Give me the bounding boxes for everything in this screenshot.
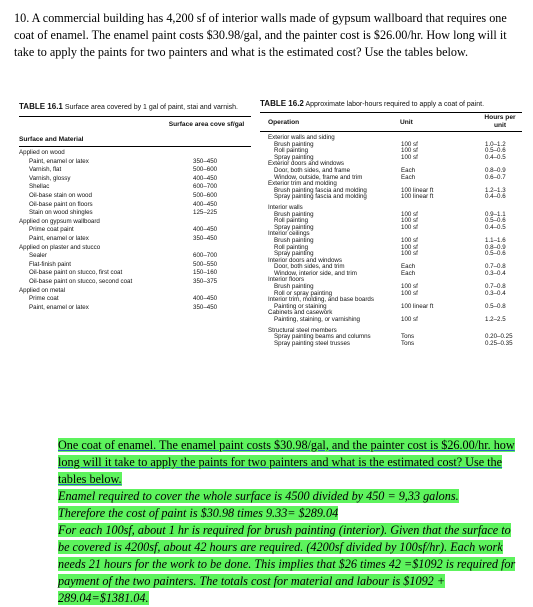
table-row (260, 257, 522, 264)
operation-cell: Brush painting fascia and molding (274, 186, 367, 194)
material-cell: Paint, enamel or latex (29, 234, 89, 242)
table-row (19, 209, 251, 218)
material-cell: Applied on wood (19, 149, 65, 156)
table-row (19, 166, 251, 175)
table-row (260, 290, 522, 297)
table-row (19, 149, 251, 158)
table-row (260, 309, 522, 316)
material-cell: Oil-base stain on wood (29, 191, 92, 199)
table-row (19, 278, 251, 287)
material-cell: Prime coat (29, 295, 59, 303)
operation-cell: Cabinets and casework (268, 309, 333, 317)
hours-cell: 0.3–0.4 (485, 289, 506, 297)
col-header-material: Surface and Material (19, 135, 84, 143)
operation-cell: Spray painting (274, 223, 314, 231)
operation-cell: Interior floors (268, 276, 305, 284)
table-row (260, 237, 522, 244)
unit-cell: 100 sf (401, 283, 418, 291)
table-row (260, 167, 522, 174)
material-cell: Paint, enamel or latex (29, 303, 89, 311)
material-cell: Prime coat paint (29, 226, 74, 234)
table-row (19, 295, 251, 304)
coverage-cell: 150–160 (193, 269, 218, 277)
table-row (260, 211, 522, 218)
operation-cell: Roll or spray painting (274, 289, 333, 297)
hours-cell: 0.9–1.1 (485, 210, 506, 218)
table-row (19, 304, 251, 313)
coverage-cell: 400–450 (193, 174, 218, 182)
unit-cell: 100 sf (401, 243, 418, 251)
table-row (260, 187, 522, 194)
unit-cell: 100 sf (401, 147, 418, 155)
hours-cell: 1.0–1.2 (485, 140, 506, 148)
coverage-table-caption (19, 102, 251, 112)
operation-cell: Spray painting steel trusses (274, 339, 351, 347)
table-row (19, 252, 251, 261)
unit-cell: Tons (401, 333, 415, 341)
operation-cell: Spray painting beams and columns (274, 333, 371, 341)
hours-cell: 1.2–2.5 (485, 316, 506, 324)
table-row (19, 235, 251, 244)
material-cell: Stain on wood shingles (29, 209, 93, 217)
coverage-cell: 600–700 (193, 252, 218, 260)
operation-cell: Brush painting (274, 210, 314, 218)
coverage-table-label: TABLE 16.1 (19, 102, 63, 111)
coverage-cell: 350–450 (193, 157, 218, 165)
question-text: 10. A commercial building has 4,200 sf of interior walls made of gypsum wallboard that requires one coat of enamel. The enamel paint costs $30.98/gal, and the painter cost is $26.00/hr. How long will it take to apply the paints for two painters and what is the estimated cost? Use the tables below. (14, 11, 507, 59)
operation-cell: Structural steel members (268, 326, 337, 334)
material-cell: Paint, enamel or latex (29, 157, 89, 165)
answer-block (58, 437, 522, 607)
hours-cell: 0.20–0.25 (485, 333, 513, 341)
operation-cell: Interior doors and windows (268, 256, 342, 264)
answer-line-paint-quantity: Enamel required to cover the whole surface is 4500 divided by 450 = 9,33 galons. (58, 489, 459, 503)
hours-cell: 0.5–0.8 (485, 302, 506, 310)
unit-cell: 100 linear ft (401, 302, 434, 310)
operation-cell: Spray painting (274, 250, 314, 258)
table-row (19, 244, 251, 253)
table-row (260, 276, 522, 283)
hours-cell: 0.6–0.7 (485, 173, 506, 181)
table-row (260, 180, 522, 187)
operation-cell: Exterior trim and molding (268, 180, 337, 188)
col-header-coverage: Surface area cove sf/gal (168, 121, 245, 128)
table-row (19, 269, 251, 278)
coverage-table-body (19, 146, 251, 312)
answer-line-labor-cost: For each 100sf, about 1 hr is required for brush painting (interior). Given that the surface to be covered is 4200sf, about 42 hours are required. (4200sf divided by 100sf/hr). Each work needs 21 hours for the work to be done. This implies that $26 times 42 =$1092 is required for payment of the two painters. The totals cost for material and labour is $1092 + 289.04=$1381.04. (58, 523, 516, 605)
answer-restated-question: One coat of enamel. The enamel paint costs $30.98/gal, and the painter cost is $26.00/hr. how long will it take to apply the paints for two painters and what is the estimated cost? Use the tables below. (58, 438, 515, 486)
table-row (260, 296, 522, 303)
table-row (19, 287, 251, 296)
hours-cell: 0.4–0.5 (485, 223, 506, 231)
unit-cell: 100 linear ft (401, 186, 434, 194)
coverage-cell: 500–550 (193, 260, 218, 268)
table-row (19, 183, 251, 192)
table-row (19, 175, 251, 184)
table-row (260, 174, 522, 181)
coverage-cell: 600–700 (193, 183, 218, 191)
labor-table-label: TABLE 16.2 (260, 99, 304, 108)
material-cell: Oil-base paint on stucco, first coat (29, 269, 123, 277)
table-row (19, 201, 251, 210)
unit-cell: 100 sf (401, 223, 418, 231)
operation-cell: Exterior walls and siding (268, 134, 335, 141)
unit-cell: 100 sf (401, 316, 418, 324)
table-row (260, 154, 522, 161)
table-row (260, 160, 522, 167)
col-header-operation: Operation (268, 119, 300, 126)
labor-table-caption (260, 99, 522, 109)
table-row (260, 147, 522, 154)
answer-line-paint-cost: Therefore the cost of paint is $30.98 times 9.33= $289.04 (58, 506, 339, 520)
table-row (260, 134, 522, 141)
table-row (260, 303, 522, 310)
unit-cell: Each (401, 263, 416, 271)
col-header-unit: Unit (400, 119, 413, 126)
operation-cell: Interior ceilings (268, 230, 310, 238)
operation-cell: Spray painting (274, 153, 314, 161)
material-cell: Applied on plaster and stucco (19, 243, 101, 251)
coverage-cell: 125–225 (193, 209, 218, 217)
unit-cell: 100 sf (401, 236, 418, 244)
coverage-cell: 400–450 (193, 295, 218, 303)
coverage-cell: 500–600 (193, 166, 218, 174)
operation-cell: Painting, staining, or varnishing (274, 316, 360, 324)
material-cell: Applied on metal (19, 286, 66, 294)
labor-table-caption-text: Approximate labor-hours required to apply a coat of paint. (305, 101, 485, 108)
operation-cell: Roll painting (274, 217, 309, 225)
table-row (260, 316, 522, 323)
unit-cell: 100 sf (401, 210, 418, 218)
operation-cell: Roll painting (274, 147, 309, 155)
hours-cell: 0.5–0.6 (485, 217, 506, 225)
table-row (260, 270, 522, 277)
table-row (260, 230, 522, 237)
operation-cell: Interior walls (268, 203, 303, 211)
operation-cell: Brush painting (274, 140, 314, 148)
table-row (260, 327, 522, 334)
operation-cell: Brush painting (274, 283, 314, 291)
operation-cell: Spray painting fascia and molding (274, 193, 367, 201)
unit-cell: 100 linear ft (401, 193, 434, 201)
coverage-cell: 350–450 (193, 303, 218, 311)
operation-cell: Door, both sides, and frame (274, 166, 351, 174)
table-row (260, 283, 522, 290)
operation-cell: Roll painting (274, 243, 309, 251)
operation-cell: Brush painting (274, 236, 314, 244)
table-row (260, 333, 522, 340)
table-row (260, 193, 522, 200)
table-row (19, 261, 251, 270)
hours-cell: 0.4–0.6 (485, 193, 506, 201)
operation-cell: Window, outside, frame and trim (274, 173, 363, 181)
material-cell: Varnish, flat (29, 166, 62, 174)
table-row (19, 226, 251, 235)
unit-cell: 100 sf (401, 217, 418, 225)
material-cell: Flat-finish paint (29, 260, 71, 268)
operation-cell: Painting or staining (274, 302, 327, 310)
hours-cell: 1.1–1.6 (485, 236, 506, 244)
hours-cell: 0.7–0.8 (485, 263, 506, 271)
material-cell: Oil-base paint on floors (29, 200, 93, 208)
coverage-cell: 500–600 (193, 191, 218, 199)
unit-cell: Tons (401, 339, 415, 347)
table-row (19, 158, 251, 167)
hours-cell: 0.3–0.4 (485, 269, 506, 277)
hours-cell: 0.4–0.5 (485, 153, 506, 161)
unit-cell: 100 sf (401, 140, 418, 148)
table-row (19, 192, 251, 201)
table-row (260, 244, 522, 251)
table-row (260, 340, 522, 347)
hours-cell: 1.2–1.3 (485, 186, 506, 194)
operation-cell: Exterior doors and windows (268, 160, 345, 168)
hours-cell: 0.8–0.9 (485, 166, 506, 174)
unit-cell: Each (401, 173, 416, 181)
table-row (260, 204, 522, 211)
table-row (19, 218, 251, 227)
hours-cell: 0.8–0.9 (485, 243, 506, 251)
coverage-table-header (19, 116, 251, 146)
coverage-table (19, 102, 251, 312)
operation-cell: Interior trim, molding, and base boards (268, 296, 374, 304)
coverage-cell: 400–450 (193, 226, 218, 234)
labor-table (260, 99, 522, 346)
unit-cell: 100 sf (401, 153, 418, 161)
col-header-hours: Hours per unit (484, 114, 516, 129)
hours-cell: 0.5–0.6 (485, 250, 506, 258)
labor-table-body (260, 132, 522, 346)
coverage-table-caption-text: Surface area covered by 1 gal of paint, stai and varnish. (64, 104, 238, 111)
coverage-cell: 400–450 (193, 200, 218, 208)
table-row (260, 141, 522, 148)
material-cell: Applied on gypsum wallboard (19, 217, 100, 225)
hours-cell: 0.7–0.8 (485, 283, 506, 291)
labor-table-header (260, 112, 522, 132)
unit-cell: 100 sf (401, 250, 418, 258)
operation-cell: Door, both sides, and trim (274, 263, 345, 271)
operation-cell: Window, interior side, and trim (274, 269, 357, 277)
coverage-cell: 350–450 (193, 234, 218, 242)
table-row (260, 250, 522, 257)
material-cell: Varnish, glossy (29, 174, 71, 182)
material-cell: Oil-base paint on stucco, second coat (29, 277, 133, 285)
hours-cell: 0.5–0.6 (485, 147, 506, 155)
unit-cell: Each (401, 166, 416, 174)
coverage-cell: 350–375 (193, 277, 218, 285)
unit-cell: 100 sf (401, 289, 418, 297)
unit-cell: Each (401, 269, 416, 277)
material-cell: Shellac (29, 183, 50, 191)
table-row (260, 217, 522, 224)
hours-cell: 0.25–0.35 (485, 339, 513, 347)
table-row (260, 224, 522, 231)
material-cell: Sealer (29, 252, 47, 260)
table-row (260, 263, 522, 270)
